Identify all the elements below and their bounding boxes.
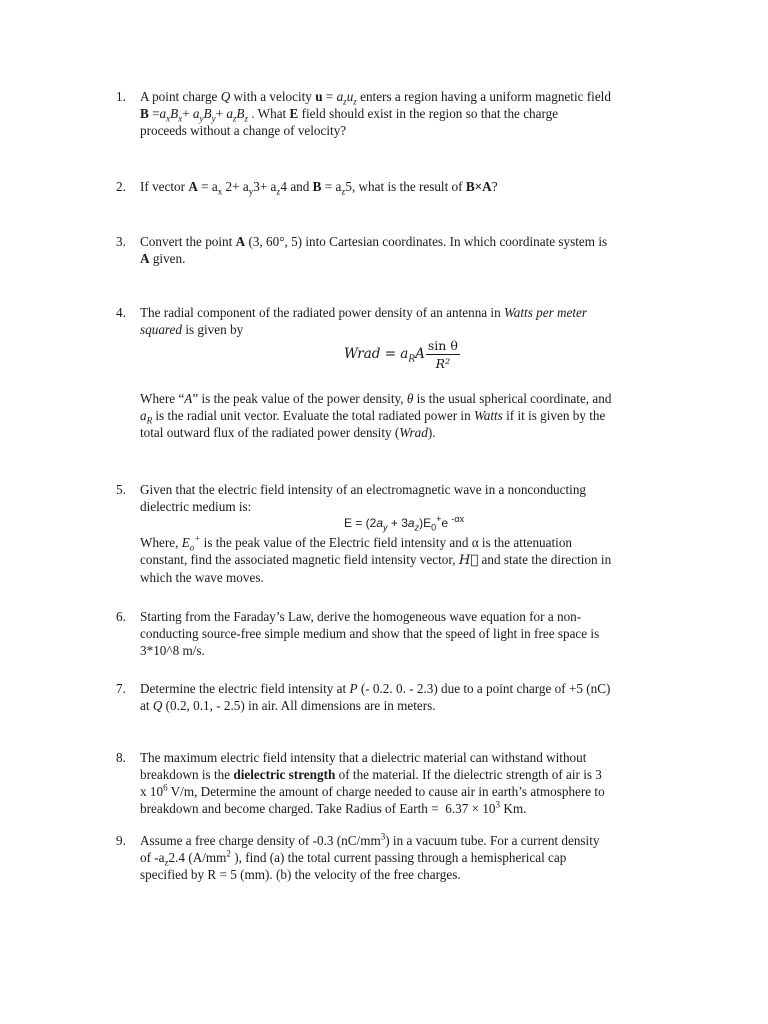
text-line: $B =a_xB_x+ a_yB_y+ a_zB_z$ . What E field should exist in the region so that the charge (140, 106, 559, 124)
text-line: A given. (140, 251, 186, 266)
question-text (140, 178, 676, 195)
text-line: Where, $E_o^+$ is the peak value of the Electric field intensity and α is the attenuation (140, 533, 573, 553)
text-line: Assume a free charge density of -0.3 $(nC/mm^3)$ in a vacuum tube. For a current density (140, 831, 600, 848)
text-line: total outward flux of the radiated power density (Wrad). (140, 425, 436, 440)
question-text (140, 390, 676, 441)
question-number: 5. (116, 482, 126, 497)
question-number: 2. (116, 179, 126, 194)
text-line: x $10^6$ V/m, Determine the amount of charge needed to cause air in earth’s atmosphere to (140, 782, 605, 799)
numerator: sin θ (427, 338, 458, 353)
text-line: breakdown is the dielectric strength of the material. If the dielectric strength of air is 3 (140, 767, 602, 782)
text-line: 3*10^8 m/s. (140, 643, 205, 658)
question-text (140, 481, 676, 515)
text-line: squared is given by (140, 322, 244, 337)
question-number: 1. (116, 89, 126, 104)
question-text (140, 680, 676, 714)
text-line: Determine the electric field intensity at P (- 0.2. 0. - 2.3) due to a point charge of +5 (nC) (140, 681, 611, 696)
text-line: Given that the electric field intensity of an electromagnetic wave in a nonconducting (140, 482, 587, 497)
text-line: specified by R = 5 (mm). (b) the velocity of the free charges. (140, 867, 461, 882)
fraction (426, 338, 460, 371)
text-line: The maximum electric field intensity that a dielectric material can withstand without (140, 750, 587, 765)
question-number: 9. (116, 833, 126, 848)
text-line: Starting from the Faraday’s Law, derive the homogeneous wave equation for a non- (140, 609, 582, 624)
text-line: of $-a_z2.4$ ($A/mm^2$ ), find (a) the total current passing through a hemispherical cap (140, 848, 567, 868)
text-line: at Q (0.2, 0.1, - 2.5) in air. All dimensions are in meters. (140, 698, 436, 713)
question-number: 7. (116, 681, 126, 696)
text-line: dielectric medium is: (140, 499, 252, 514)
question-text (140, 749, 676, 817)
text-line: which the wave moves. (140, 570, 264, 585)
text-line: A point charge Q with a velocity $u = a_zu_z$ enters a region having a uniform magnetic field (140, 89, 611, 107)
text-line: proceeds without a change of velocity? (140, 123, 347, 138)
electric-field-equation: $E = (2a_y + 3a_z)E_0^+e$ $^{-\alpha x}$ (344, 514, 465, 533)
text-line: constant, find the associated magnetic field intensity vector, H⃗ and state the direction in (140, 552, 612, 568)
text-line: conducting source-free simple medium and show that the speed of light in free space is (140, 626, 600, 641)
question-text (140, 608, 676, 659)
question-text (140, 304, 676, 338)
question-number: 6. (116, 609, 126, 624)
question-text (140, 832, 676, 883)
denominator: R² (435, 356, 451, 371)
question-text (140, 88, 676, 139)
radiated-power-equation: Wrad = $a_RA$ $\frac{\text{sin θ}}{\text{R²}}$ (344, 338, 458, 371)
question-text (140, 534, 676, 586)
question-text (140, 233, 676, 267)
text-line: Where “A” is the peak value of the power density, θ is the usual spherical coordinate, and (140, 391, 612, 406)
text-line: $a_R$ is the radial unit vector. Evaluate the total radiated power in Watts if it is given by the (140, 408, 606, 426)
question-number: 4. (116, 305, 126, 320)
question-number: 8. (116, 750, 126, 765)
text-line: The radial component of the radiated power density of an antenna in Watts per meter (140, 305, 588, 320)
text-line: breakdown and become charged. Take Radius of Earth = $6.37 \times 10^3$ Km. (140, 799, 527, 816)
text-line: If vector $A = a_x$ $2+ a_y3+ a_z4$ and $B = a_z5$, what is the result of B×A? (140, 179, 498, 197)
question-number: 3. (116, 234, 126, 249)
text-line: Convert the point A (3, 60°, 5) into Cartesian coordinates. In which coordinate system is (140, 234, 608, 249)
